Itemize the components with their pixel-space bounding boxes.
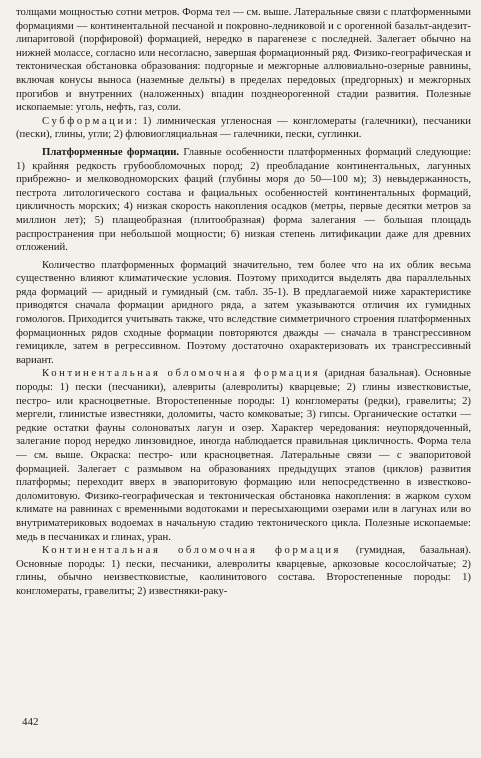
paragraph [16,146,471,255]
section-heading: Платформенные формации. [42,145,180,158]
subformations-heading: Субформации [42,114,135,127]
paragraph [16,6,471,115]
paragraph-text: (аридная базальная). Основные породы: 1) пески (песчаники), алевриты (алевролиты) кварцевые; 2) глины известковистые, пестро- или красноцветные. Второстепенные породы: 1) конгломераты (редки), гравелиты; 2) мергели, глинистые известняки, доломиты, часто комковатые; 3) гипсы. Органические остатки — редкие остатки фауны солоноватых лагун и озер. Характер чередования: неупорядоченный, залегание пород нередко линзовидное, иногда наблюдается правильная цикличность. Форма тела — см. выше. Окраска: пестро- или красноцветная. Латеральные связи — с эвапоритовой формацией. Залегает с размывом на образованиях предыдущих этапов (циклов) развития платформы; переходит вверх в эвапоритовую формацию или непосредственно в известково-доломитовую. Физико-географическая и тектоническая обстановка накопления: в жарком сухом климате на равнинах с временными водотоками и пересыхающими озерами или в лагунах или во внутриматериковых водоемах в начальную стадию тектонического цикла. Полезные ископаемые: медь в песчаниках и глинах, уран. [16,367,471,543]
paragraph [16,115,471,142]
paragraph-text: : 1) лимническая угленосная — конгломераты (галечники), песчаники (пески), глины, угли; 2) флювиогляциальная — галечники, пески, суглинки. [16,114,471,141]
formation-heading: Континентальная обломочная формация [42,367,321,380]
paragraph-text: Главные особенности платформенных формаций следующие: 1) крайняя редкость грубообломочных пород; 2) преобладание континентальных, лагунных прибрежно- и мелководноморских фаций (глубины моря до 50—100 м); 3) невыдержанность, пестрота литологического состава и фациальных особенностей континентальных формаций, цикличность морских; 4) низкая скорость накопления осадков (метры, первые десятки метров за миллион лет); 5) плащеобразная (плитообразная) форма залегания — большая площадь распространения при небольшой мощности; 6) низкая степень литификации даже для древних отложений. [16,145,471,254]
formation-heading: Континентальная обломочная формация [42,544,342,557]
paragraph-text: (гумидная, базальная). Основные породы: 1) пески, песчаники, алевролиты кварцевые, аркозовые косослойчатые; 2) глины, обычно неизвестковистые, каолинитового состава. Второстепенные породы: 1) конгломераты, гравелиты; 2) известняки-раку- [16,544,471,597]
paragraph [16,544,471,598]
paragraph-text: толщами мощностью сотни метров. Форма тел — см. выше. Латеральные связи с платформенными формациями — континентальной песчаной и покровно-ледниковой и с орогенной базальт-андезит-липаритовой (порфировой) формацией, нередко в парагенезе с последней. Залегает обычно на нижней молассе, согласно или несогласно, завершая формационный ряд. Физико-географическая и тектоническая обстановка образования: подгорные и межгорные аллювиально-озерные равнины, включая конусы выноса (наземные дельты) в пределах передовых (предгорных) и межгорных прогибов и внутренних (наложенных) впадин позднеорогенной стадии развития. Полезные ископаемые: уголь, нефть, газ, соли. [16,6,471,114]
body-text [16,6,471,599]
paragraph [16,259,471,368]
paragraph [16,367,471,544]
paragraph-text: Количество платформенных формаций значительно, тем более что на их облик весьма существенно влияют климатические условия. Поэтому приходится выделять два параллельных ряда формаций — аридный и гумидный (см. табл. 35-1). В предлагаемой ниже характеристике приводятся сначала формации аридного ряда, а затем указываются отличия их гумидных гомологов. Приходится учитывать также, что вследствие симметричного строения платформенных формационных рядов сходные формации повторяются дважды — сначала в трансгрессивном гемицикле, затем в регрессивном. Поэтому достаточно охарактеризовать их трансгрессивный вариант. [16,258,471,366]
page-number: 442 [22,716,39,728]
